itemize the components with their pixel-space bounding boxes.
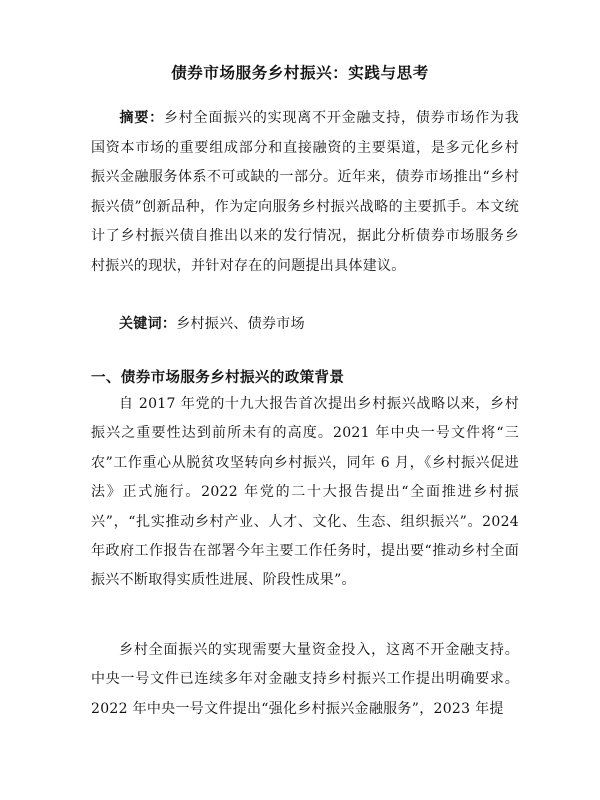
keywords-paragraph [91, 310, 519, 340]
abstract-text: 乡村全面振兴的实现离不开金融支持，债券市场作为我国资本市场的重要组成部分和直接融资的主要渠道，是多元化乡村振兴金融服务体系不可或缺的一部分。近年来，债券市场推出“乡村振兴债”创新品种，作为定向服务乡村振兴战略的主要抓手。本文统计了乡村振兴债自推出以来的发行情况，据此分析债券市场服务乡村振兴的现状，并针对存在的问题提出具体建议。 [91, 110, 519, 274]
abstract-paragraph [91, 104, 519, 282]
body-paragraph: 乡村全面振兴的实现需要大量资金投入，这离不开金融支持。中央一号文件已连续多年对金融支持乡村振兴工作提出明确要求。2022 年中央一号文件提出“强化乡村振兴金融服务”，2023 年提 [91, 642, 519, 717]
body-paragraph: 自 2017 年党的十九大报告首次提出乡村振兴战略以来，乡村振兴之重要性达到前所未有的高度。2021 年中央一号文件将“三农”工作重心从脱贫攻坚转向乡村振兴，同年 6 月，《乡村振兴促进法》正式施行。2022 年党的二十大报告提出“全面推进乡村振兴”，“扎实推动乡村产业、人才、文化、生态、组织振兴”。2024 年政府工作报告在部署今年主要工作任务时，提出要“推动乡村全面振兴不断取得实质性进展、阶段性成果”。 [91, 396, 519, 589]
keywords-label: 关键词： [119, 316, 177, 332]
keywords-text: 乡村振兴、债券市场 [176, 316, 305, 332]
abstract-label: 摘要： [119, 110, 164, 126]
document-title: 债券市场服务乡村振兴：实践与思考 [171, 64, 429, 82]
section-heading: 一、债券市场服务乡村振兴的政策背景 [91, 370, 345, 386]
